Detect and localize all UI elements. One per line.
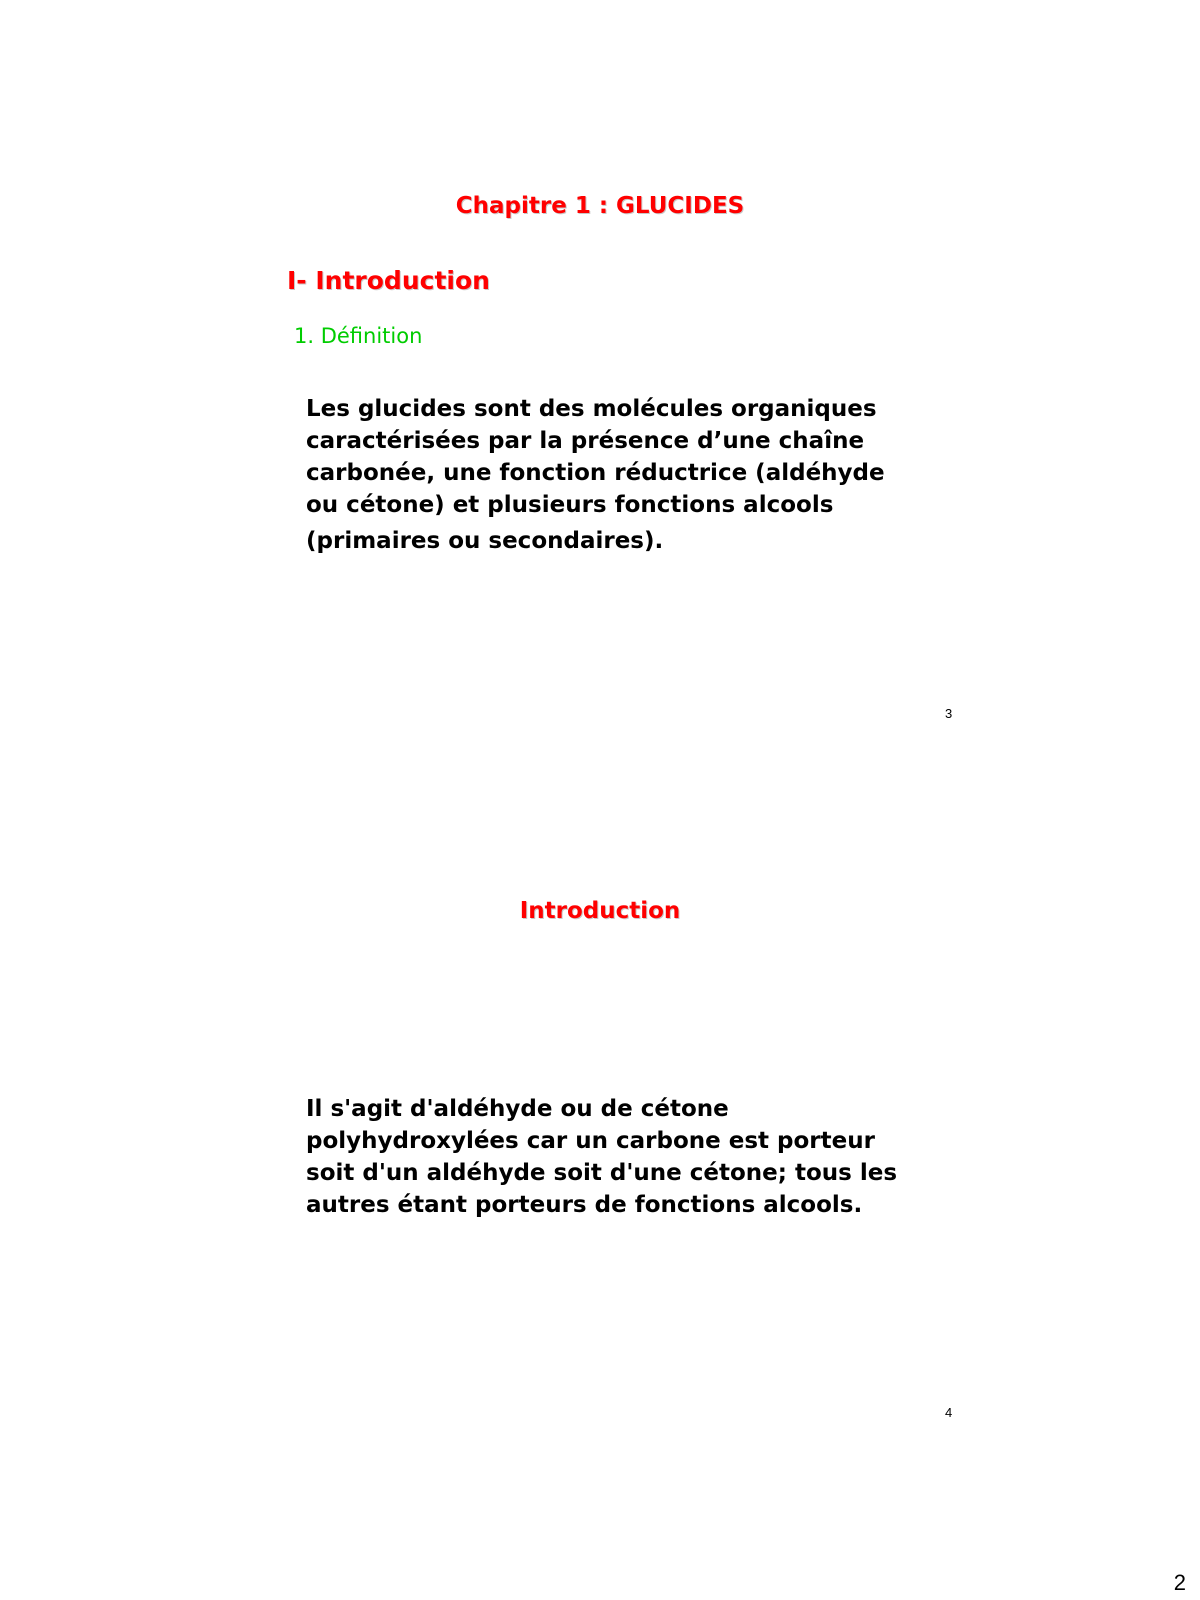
paragraph-line: (primaires ou secondaires).	[306, 528, 664, 554]
paragraph-line: caractérisées par la présence d’une chaîne	[306, 428, 865, 454]
section-heading-introduction: I- Introduction	[287, 266, 490, 295]
paragraph-line: polyhydroxylées car un carbone est porteur	[306, 1128, 875, 1154]
page-number: 2	[1173, 1570, 1186, 1595]
slide2-title: Introduction	[519, 898, 681, 924]
paragraph-line: soit d'un aldéhyde soit d'une cétone; tous les	[306, 1160, 898, 1186]
definition-paragraph	[306, 393, 946, 557]
slide-number: 3	[945, 706, 953, 721]
paragraph-line: Il s'agit d'aldéhyde ou de cétone	[306, 1096, 729, 1122]
slide-number: 4	[945, 1405, 953, 1420]
paragraph-line: autres étant porteurs de fonctions alcools.	[306, 1192, 863, 1218]
paragraph-line: carbonée, une fonction réductrice (aldéhyde	[306, 460, 885, 486]
subsection-definition: 1. Définition	[294, 324, 423, 348]
slide1-title: Chapitre 1 : GLUCIDES	[455, 193, 745, 219]
introduction-paragraph	[306, 1093, 946, 1221]
paragraph-line: Les glucides sont des molécules organiques	[306, 396, 877, 422]
paragraph-line: ou cétone) et plusieurs fonctions alcools	[306, 492, 834, 518]
